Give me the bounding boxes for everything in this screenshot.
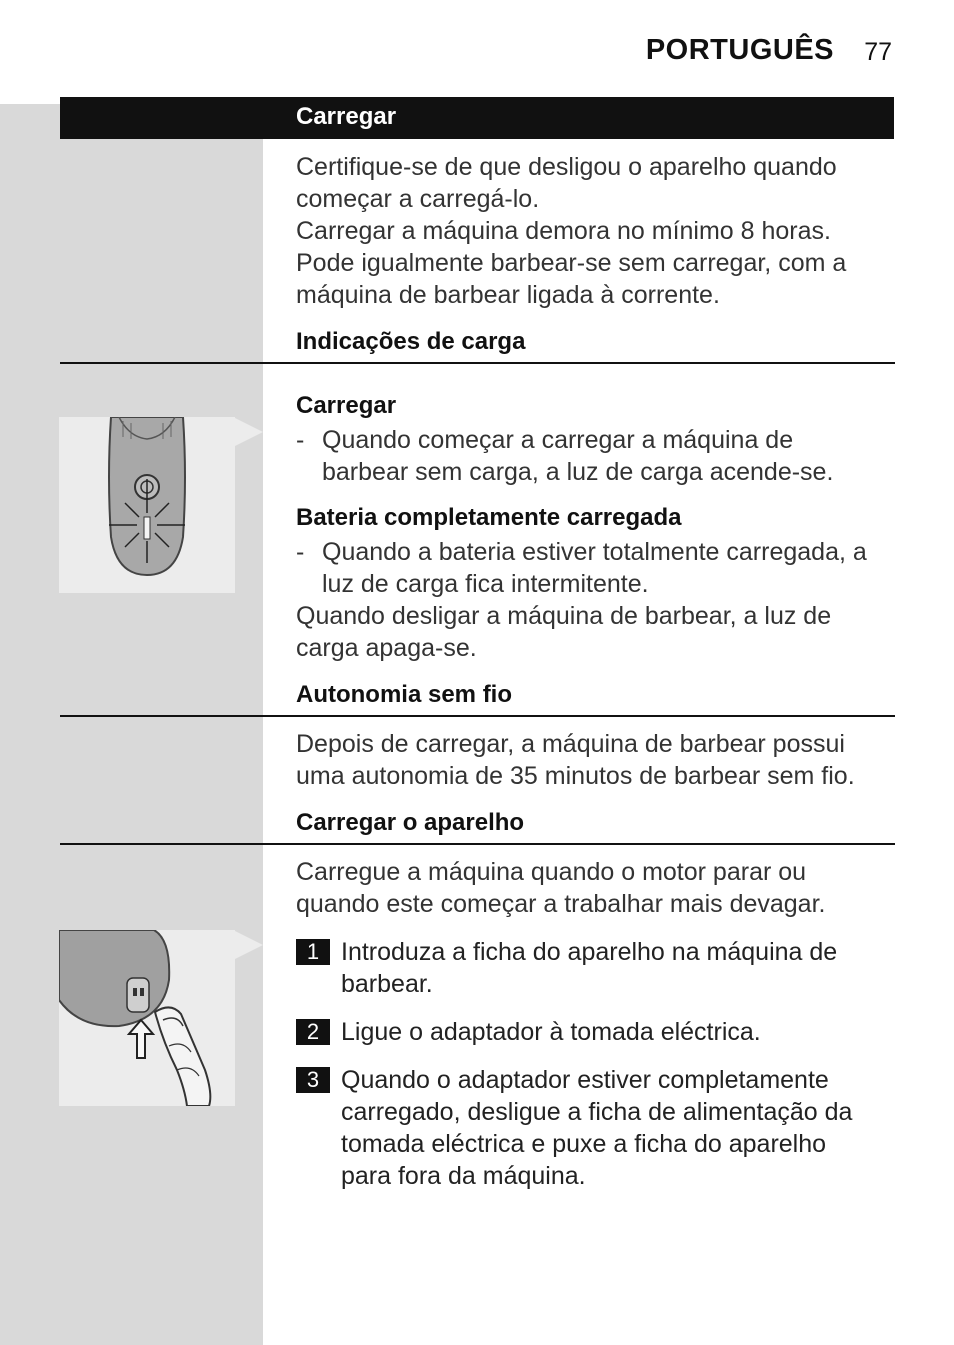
- step-line: Ligue o adaptador à tomada eléctrica.: [341, 1018, 761, 1046]
- step-number: 1: [296, 939, 330, 965]
- section-title: Carregar: [296, 103, 397, 130]
- plug-insertion-illustration: [59, 930, 235, 1106]
- step-line: para fora da máquina.: [341, 1162, 586, 1190]
- heading-charge-indications: Indicações de carga: [296, 328, 526, 355]
- step-line: tomada eléctrica e puxe a ficha do aparelho: [341, 1130, 827, 1158]
- step-line: Introduza a ficha do aparelho na máquina de: [341, 938, 838, 966]
- section-divider: [60, 843, 895, 845]
- step-number: 3: [296, 1067, 330, 1093]
- switch-off-paragraph: [296, 600, 886, 664]
- intro-line: Pode igualmente barbear-se sem carregar, com a: [296, 249, 847, 277]
- language-heading: PORTUGUÊS: [645, 34, 834, 66]
- heading-charge-device: Carregar o aparelho: [296, 809, 525, 836]
- heading-battery-full: Bateria completamente carregada: [296, 504, 682, 531]
- list-item-line: barbear sem carga, a luz de carga acende-se.: [322, 458, 834, 486]
- list-item: [296, 424, 886, 488]
- charge-device-paragraph: [296, 856, 886, 920]
- paragraph-line: Carregue a máquina quando o motor parar ou: [296, 858, 807, 886]
- list-dash: -: [296, 538, 305, 566]
- list-item: [296, 536, 886, 600]
- intro-line: Certifique-se de que desligou o aparelho quando: [296, 153, 837, 181]
- intro-line: máquina de barbear ligada à corrente.: [296, 281, 720, 309]
- heading-charging: Carregar: [296, 392, 397, 419]
- list-item-line: Quando a bateria estiver totalmente carregada, a: [322, 538, 867, 566]
- list-dash: -: [296, 426, 305, 454]
- autonomy-paragraph: [296, 728, 886, 792]
- page-number: 77: [864, 38, 892, 66]
- section-divider: [60, 715, 895, 717]
- intro-paragraph: [296, 151, 886, 311]
- paragraph-line: uma autonomia de 35 minutos de barbear sem fio.: [296, 762, 855, 790]
- illustration-pointer: [235, 931, 263, 959]
- intro-line: Carregar a máquina demora no mínimo 8 horas.: [296, 217, 831, 245]
- list-item-line: Quando começar a carregar a máquina de: [322, 426, 794, 454]
- shaver-light-icon: [59, 417, 235, 593]
- step-item: [296, 1064, 876, 1192]
- paragraph-line: carga apaga-se.: [296, 634, 477, 662]
- step-number: 2: [296, 1019, 330, 1045]
- section-title-bar: [60, 97, 894, 139]
- illustration-pointer: [235, 418, 263, 446]
- step-item: [296, 936, 876, 1000]
- paragraph-line: Quando desligar a máquina de barbear, a luz de: [296, 602, 832, 630]
- step-line: barbear.: [341, 970, 433, 998]
- section-divider: [60, 362, 895, 364]
- plug-icon: [59, 930, 235, 1106]
- paragraph-line: Depois de carregar, a máquina de barbear possui: [296, 730, 845, 758]
- heading-autonomy: Autonomia sem fio: [296, 681, 513, 708]
- step-item: [296, 1016, 876, 1048]
- step-line: Quando o adaptador estiver completamente: [341, 1066, 829, 1094]
- paragraph-line: quando este começar a trabalhar mais devagar.: [296, 890, 826, 918]
- shaver-charge-light-illustration: [59, 417, 235, 593]
- left-margin-column: [0, 104, 263, 1345]
- step-line: carregado, desligue a ficha de alimentação da: [341, 1098, 853, 1126]
- list-item-line: luz de carga fica intermitente.: [322, 570, 649, 598]
- intro-line: começar a carregá-lo.: [296, 185, 540, 213]
